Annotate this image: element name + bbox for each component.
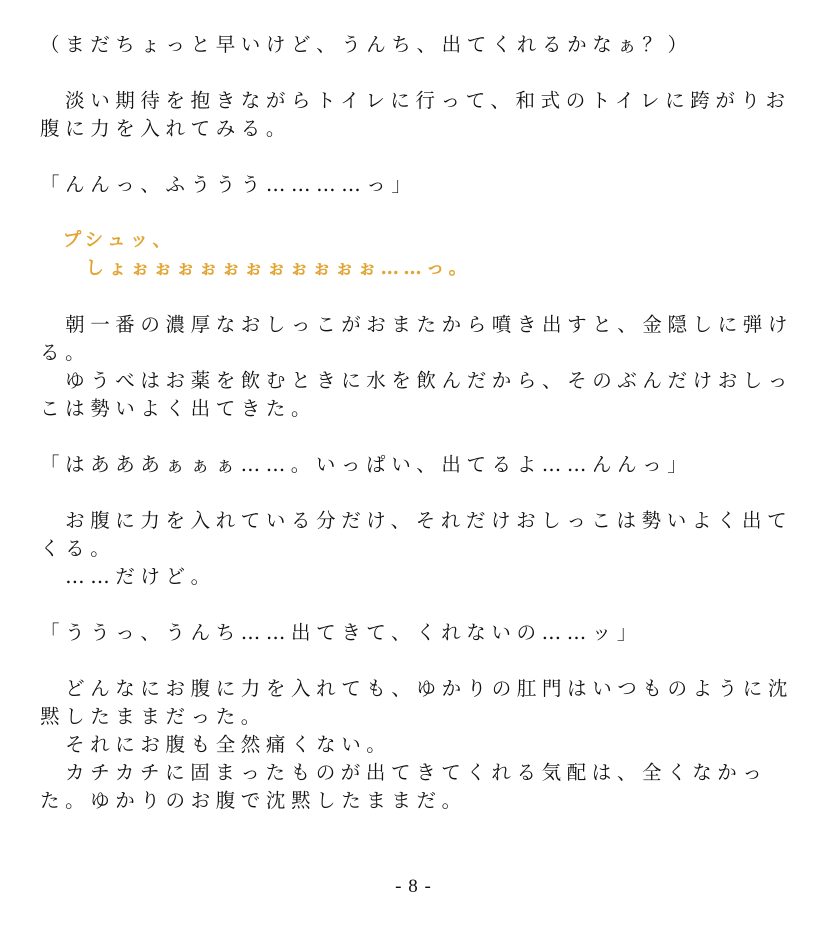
text-line-thought: （まだちょっと早いけど、うんち、出てくれるかなぁ？） xyxy=(40,33,693,56)
text-line-narration: どんなにお腹に力を入れても、ゆかりの肛門はいつものように沈 xyxy=(40,677,794,700)
text-line-narration: 淡い期待を抱きながらトイレに行って、和式のトイレに跨がりお xyxy=(40,89,791,112)
sound-effect-line: プシュッ、 xyxy=(40,230,176,251)
text-line-dialogue: 「ううっ、うんち……出てきて、くれないの……ッ」 xyxy=(40,621,643,644)
text-line-narration: くる。 xyxy=(40,537,116,560)
text-line-narration: 黙したままだった。 xyxy=(40,705,266,728)
text-line-narration: た。ゆかりのお腹で沈黙したままだ。 xyxy=(40,789,467,812)
text-line-dialogue: 「はあああぁぁぁ……。いっぱい、出てるよ……んんっ」 xyxy=(40,453,693,476)
page-number: - 8 - xyxy=(395,876,432,897)
text-line-narration: 腹に力を入れてみる。 xyxy=(40,117,292,140)
text-line-narration: ……だけど。 xyxy=(40,565,216,588)
text-line-narration: 朝一番の濃厚なおしっこがおまたから噴き出すと、金隠しに弾け xyxy=(40,313,794,336)
text-line-narration: それにお腹も全然痛くない。 xyxy=(40,733,392,756)
text-line-narration: ゆうべはお薬を飲むときに水を飲んだから、そのぶんだけおしっ xyxy=(40,369,794,392)
text-line-narration: る。 xyxy=(40,341,91,364)
text-line-dialogue: 「んんっ、ふううう…………っ」 xyxy=(40,173,417,196)
sound-effect-line: しょぉぉぉぉぉぉぉぉぉぉぉ……っ。 xyxy=(40,258,472,279)
text-line-narration: カチカチに固まったものが出てきてくれる気配は、全くなかっ xyxy=(40,761,768,784)
text-line-narration: お腹に力を入れている分だけ、それだけおしっこは勢いよく出て xyxy=(40,509,793,532)
text-line-narration: こは勢いよく出てきた。 xyxy=(40,397,317,420)
